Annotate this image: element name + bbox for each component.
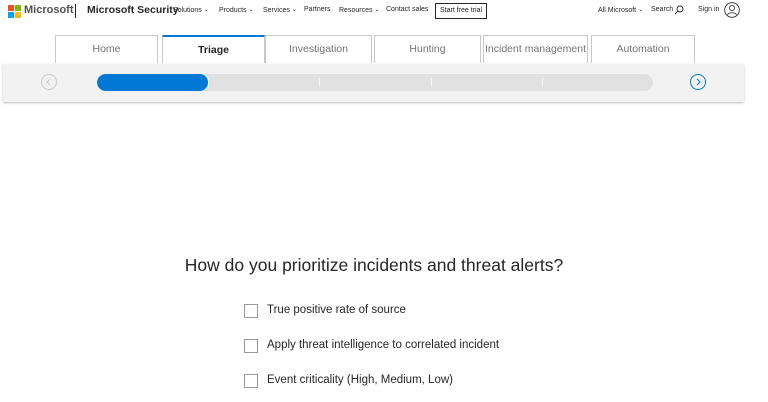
option-label: Event criticality (High, Medium, Low) [267,374,453,386]
start-free-trial-button[interactable]: Start free trial [435,3,487,19]
tab-home[interactable]: Home [55,35,158,63]
nav-partners[interactable] [304,6,330,13]
chevron-down-icon: ⌄ [638,7,644,13]
tab-hunting[interactable]: Hunting [374,35,481,63]
chevron-left-icon [42,75,56,89]
progress-segment-divider [542,78,543,87]
previous-button[interactable] [41,74,57,90]
checkbox[interactable] [244,339,258,353]
option-label: Apply threat intelligence to correlated incident [267,339,500,351]
tab-investigation[interactable]: Investigation [265,35,372,63]
all-microsoft-menu[interactable] [598,6,643,14]
progress-strip [3,64,744,102]
chevron-down-icon: ⌄ [291,7,297,13]
all-microsoft-label: All Microsoft [598,7,637,14]
chevron-right-icon [691,75,705,89]
chevron-down-icon: ⌄ [248,7,254,13]
nav-contact-sales[interactable] [386,6,428,13]
progress-segment-divider [319,78,320,87]
brand-divider [75,4,76,18]
nav-partners-label: Partners [304,6,331,13]
progress-fill [97,74,208,91]
nav-products[interactable] [219,6,254,14]
chevron-down-icon: ⌄ [374,7,380,13]
progress-segment-divider [431,78,432,87]
option-label: True positive rate of source [267,304,406,316]
checkbox[interactable] [244,374,258,388]
tab-automation[interactable]: Automation [591,35,695,63]
tab-triage[interactable]: Triage [162,35,265,63]
user-avatar-icon[interactable] [724,2,740,18]
chevron-down-icon: ⌄ [203,7,209,13]
microsoft-logo-icon[interactable] [8,5,21,18]
sign-in-link[interactable]: Sign in [698,6,720,13]
nav-contact-sales-label: Contact sales [386,6,429,13]
progress-segment-divider [208,78,209,87]
nav-products-label: Products [219,7,247,14]
product-title-link[interactable]: Microsoft Security [87,4,179,16]
nav-resources[interactable] [339,6,380,14]
search-icon[interactable] [674,5,684,15]
nav-solutions[interactable] [173,6,209,14]
tab-incident-management[interactable]: Incident management [483,35,588,63]
checkbox[interactable] [244,304,258,318]
nav-solutions-label: Solutions [173,7,202,14]
microsoft-brand-link[interactable]: Microsoft [24,4,74,16]
nav-services[interactable] [263,6,297,14]
top-navigation [0,0,768,24]
next-button[interactable] [690,74,706,90]
nav-services-label: Services [263,7,290,14]
nav-resources-label: Resources [339,7,373,14]
question-title: How do you prioritize incidents and threat alerts? [184,255,564,275]
progress-track [97,74,653,91]
search-link[interactable]: Search [651,6,674,13]
